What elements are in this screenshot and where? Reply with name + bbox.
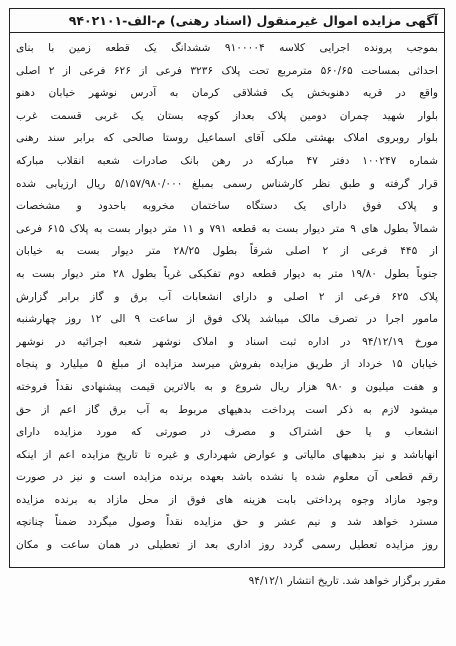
- notice-line: انشعاب و یا حق اشتراک و مصرف در صورتی که مورد مزایده دارای: [16, 426, 438, 439]
- notice-line: انهاباشد و نیز بدهیهای مالیاتی و عوارض شهرداری و غیره تا تاریخ مزایده اعم از اینکه: [16, 448, 438, 461]
- notice-line: بموجب پرونده اجرایی کلاسه ۹۱۰۰۰۰۴ ششدانگ یک قطعه زمین با بنای: [16, 42, 438, 54]
- notice-line: شمالاً بطول های ۹ متر دیوار بست به قطعه ۷۹۱ و ۱۱ متر دیوار بست به پلاک ۶۱۵ فرعی: [16, 222, 438, 235]
- notice-line: پلاک ۶۲۵ فرعی از ۲ اصلی و دارای انشعابات آب برق و گاز برابر گزارش: [16, 290, 438, 303]
- notice-line: مورخ ۹۴/۱۲/۱۹ در اداره ثبت اسناد و املاک نوشهر شعبه اجرائیه در نوشهر: [16, 335, 438, 348]
- notice-line: روز مزایده تعطیل رسمی گردد روز اداری بعد از تعطیلی در همان ساعت و مکان: [16, 539, 438, 552]
- notice-line: و هفت میلیون و ۹۸۰ هزار ریال شروع و به بالاترین قیمت پیشنهادی نقداً فروخته: [16, 380, 438, 393]
- notice-line: و پلاک فوق دارای یک دستگاه ساختمان مخروبه باحدود و مشخصات: [16, 200, 438, 213]
- notice-line: مامور اجرا در تصرف مالک میباشد پلاک فوق از ساعت ۹ الی ۱۲ روز چهارشنبه: [16, 313, 438, 326]
- notice-line: وجود مازاد وجوه پرداختی بابت هزینه های فوق از محل مازاد به برنده مزایده: [16, 493, 438, 506]
- notice-line: از ۴۴۵ فرعی از ۲ اصلی شرقاً بطول ۲۸/۲۵ متر دیوار بست به خیابان: [16, 245, 438, 258]
- notice-line: بلوار شهید چمران دومین پلاک بعداز کوچه بستان یک غربی قسمت غرب: [16, 109, 438, 122]
- notice-closing-line: مقرر برگزار خواهد شد. تاریخ انتشار ۹۴/۱۲/۱: [248, 575, 446, 587]
- notice-line: واقع در قریه دهنوبخش یک قشلاقی کرمان به آدرس نوشهر خیابان دهنو: [16, 87, 438, 100]
- notice-line: قرار گرفته و طبق نظر کارشناس رسمی بمبلغ ۵/۱۵۷/۹۸۰/۰۰۰ ریال ارزیابی شده: [16, 177, 438, 190]
- notice-line: جنوباً بطول ۱۹/۸۰ متر به دیوار قطعه دوم تفکیکی غرباً بطول ۲۸ متر دیوار بست به: [16, 267, 438, 280]
- notice-title: آگهی مزایده اموال غیرمنقول (اسناد رهنی) م-الف-۹۴۰۲۱۰۱: [10, 9, 444, 33]
- notice-line: رقم قطعی آن معلوم شده یا نشده باشد بعهده برنده مزایده است و نیز در صورت: [16, 471, 438, 484]
- notice-line: مسترد خواهد شد و نیم عشر و حق مزایده نقداً وصول میگردد ضمناً چنانچه: [16, 516, 438, 529]
- notice-line: بلوار روبروی املاک بهشتی ملکی آقای اسماعیل روستا صالحی که برابر سند رهنی: [16, 132, 438, 145]
- notice-line: میشود لازم به ذکر است پرداخت بدهیهای مربوط به آب برق گاز اعم از حق: [16, 403, 438, 416]
- auction-notice: [9, 8, 445, 568]
- notice-line: شماره ۱۰۰۲۴۷ دفتر ۴۷ مبارکه در رهن بانک صادرات شعبه انقلاب مبارکه: [16, 154, 438, 167]
- notice-body: [10, 37, 444, 563]
- notice-line: احداثی بمساحت ۵۶۰/۶۵ مترمربع تحت پلاک ۳۲۳۶ فرعی از ۶۲۶ فرعی از ۲ اصلی: [16, 64, 438, 77]
- notice-line: خیابان ۱۵ خرداد از طریق مزایده بفروش میرسد مزایده از مبلغ ۵ میلیارد و پنجاه: [16, 358, 438, 371]
